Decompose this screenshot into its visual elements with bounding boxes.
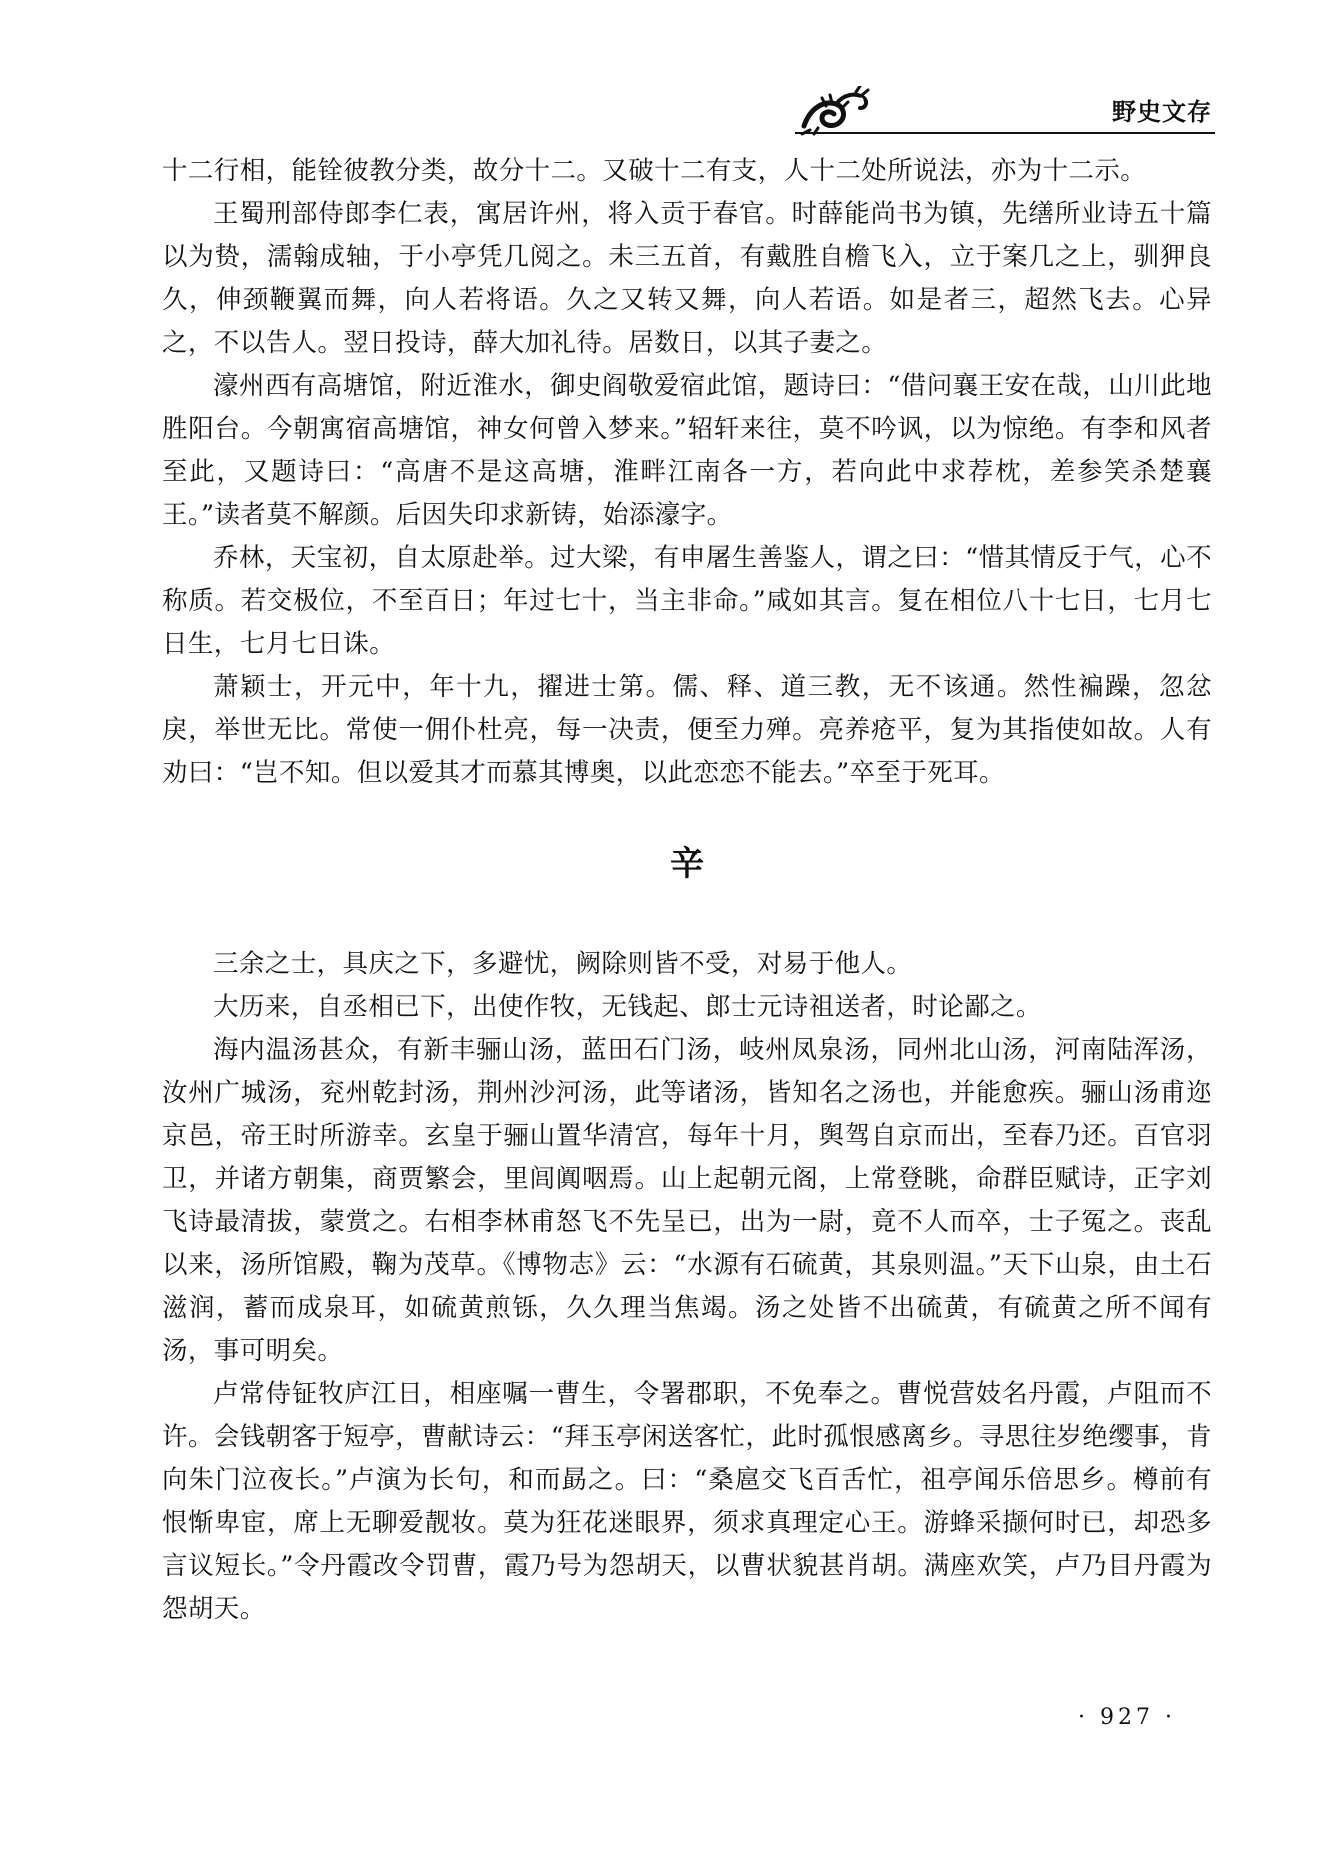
paragraph: 三余之士，具庆之下，多避忧，阙除则皆不受，对易于他人。: [213, 949, 913, 979]
page-body: [162, 150, 1212, 1631]
running-header: [790, 86, 1220, 136]
paragraph: 海内温汤甚众，有新丰骊山汤，蓝田石门汤，岐州凤泉汤，同州北山汤，河南陆浑汤，汝州广城汤，兖州乾封汤，荆州沙河汤，此等诸汤，皆知名之汤也，并能愈疾。骊山汤甫迩京邑，帝王时所游幸。玄皇于骊山置华清宫，每年十月，舆驾自京而出，至春乃还。百官羽卫，并诸方朝集，商贾繁会，里闾阗咽焉。山上起朝元阁，上常登眺，命群臣赋诗，正字刘飞诗最清拔，蒙赏之。右相李林甫怒飞不先呈已，出为一尉，竟不人而卒，士子冤之。丧乱以来，汤所馆殿，鞠为茂草。《博物志》云：“水源有石硫黄，其泉则温。”天下山泉，由土石滋润，蓄而成泉耳，如硫黄煎铄，久久理当焦竭。汤之处皆不出硫黄，有硫黄之所不闻有汤，事可明矣。: [162, 1035, 1212, 1366]
paragraph: 卢常侍钲牧庐江日，相座嘱一曹生，令署郡职，不免奉之。曹悦营妓名丹霞，卢阻而不许。会钱朝客于短亭，曹献诗云：“拜玉亭闲送客忙，此时孤恨感离乡。寻思往岁绝缨事，肯向朱门泣夜长。”卢演为长句，和而勗之。曰：“桑扈交飞百舌忙，祖亭闻乐倍思乡。樽前有恨惭卑宦，席上无聊爱靓妆。莫为狂花迷眼界，须求真理定心王。游蜂采撷何时已，却恐多言议短长。”令丹霞改令罚曹，霞乃号为怨胡天，以曹状貌甚肖胡。满座欢笑，卢乃目丹霞为怨胡天。: [162, 1379, 1212, 1624]
paragraph: 王蜀刑部侍郎李仁表，寓居许州，将入贡于春官。时薛能尚书为镇，先缮所业诗五十篇以为贽，濡翰成轴，于小亭凭几阅之。未三五首，有戴胜自檐飞入，立于案几之上，驯狎良久，伸颈鞭翼而舞，向人若将语。久之又转又舞，向人若语。如是者三，超然飞去。心异之，不以告人。翌日投诗，薛大加礼待。居数日，以其子妻之。: [162, 199, 1212, 358]
paragraph: 大历来，自丞相已下，出使作牧，无钱起、郎士元诗祖送者，时论鄙之。: [213, 992, 1042, 1022]
paragraph: 萧颖士，开元中，年十九，擢进士第。儒、释、道三教，无不该通。然性褊躁，忽忿戾，举世无比。常使一佣仆杜亮，每一决责，便至力殚。亮养疮平，复为其指使如故。人有劝曰：“岂不知。但以爱其才而慕其博奥，以此恋恋不能去。”卒至于死耳。: [162, 672, 1212, 788]
paragraph: 十二行相，能铨彼教分类，故分十二。又破十二有支，人十二处所说法，亦为十二示。: [162, 156, 1147, 186]
running-header-title: 野史文存: [1112, 98, 1212, 126]
paragraph: 濠州西有高塘馆，附近淮水，御史阎敬爱宿此馆，题诗曰：“借问襄王安在哉，山川此地胜阳台。今朝寓宿高塘馆，神女何曾入梦来。”轺轩来往，莫不吟讽，以为惊绝。有李和风者至此，又题诗曰：“高唐不是这高塘，淮畔江南各一方，若向此中求荐枕，差参笑杀楚襄王。”读者莫不解颜。后因失印求新铸，始添濠字。: [162, 371, 1212, 530]
section-heading: 辛: [670, 844, 704, 884]
header-rule: [795, 132, 1215, 134]
page-number: · 927 ·: [1078, 1705, 1176, 1730]
paragraph: 乔林，天宝初，自太原赴举。过大梁，有申屠生善鉴人，谓之曰：“惜其情反于气，心不称质。若交极位，不至百日；年过七十，当主非命。”咸如其言。复在相位八十七日，七月七日生，七月七日诛。: [162, 543, 1212, 659]
dragon-emblem-icon: [796, 86, 876, 136]
